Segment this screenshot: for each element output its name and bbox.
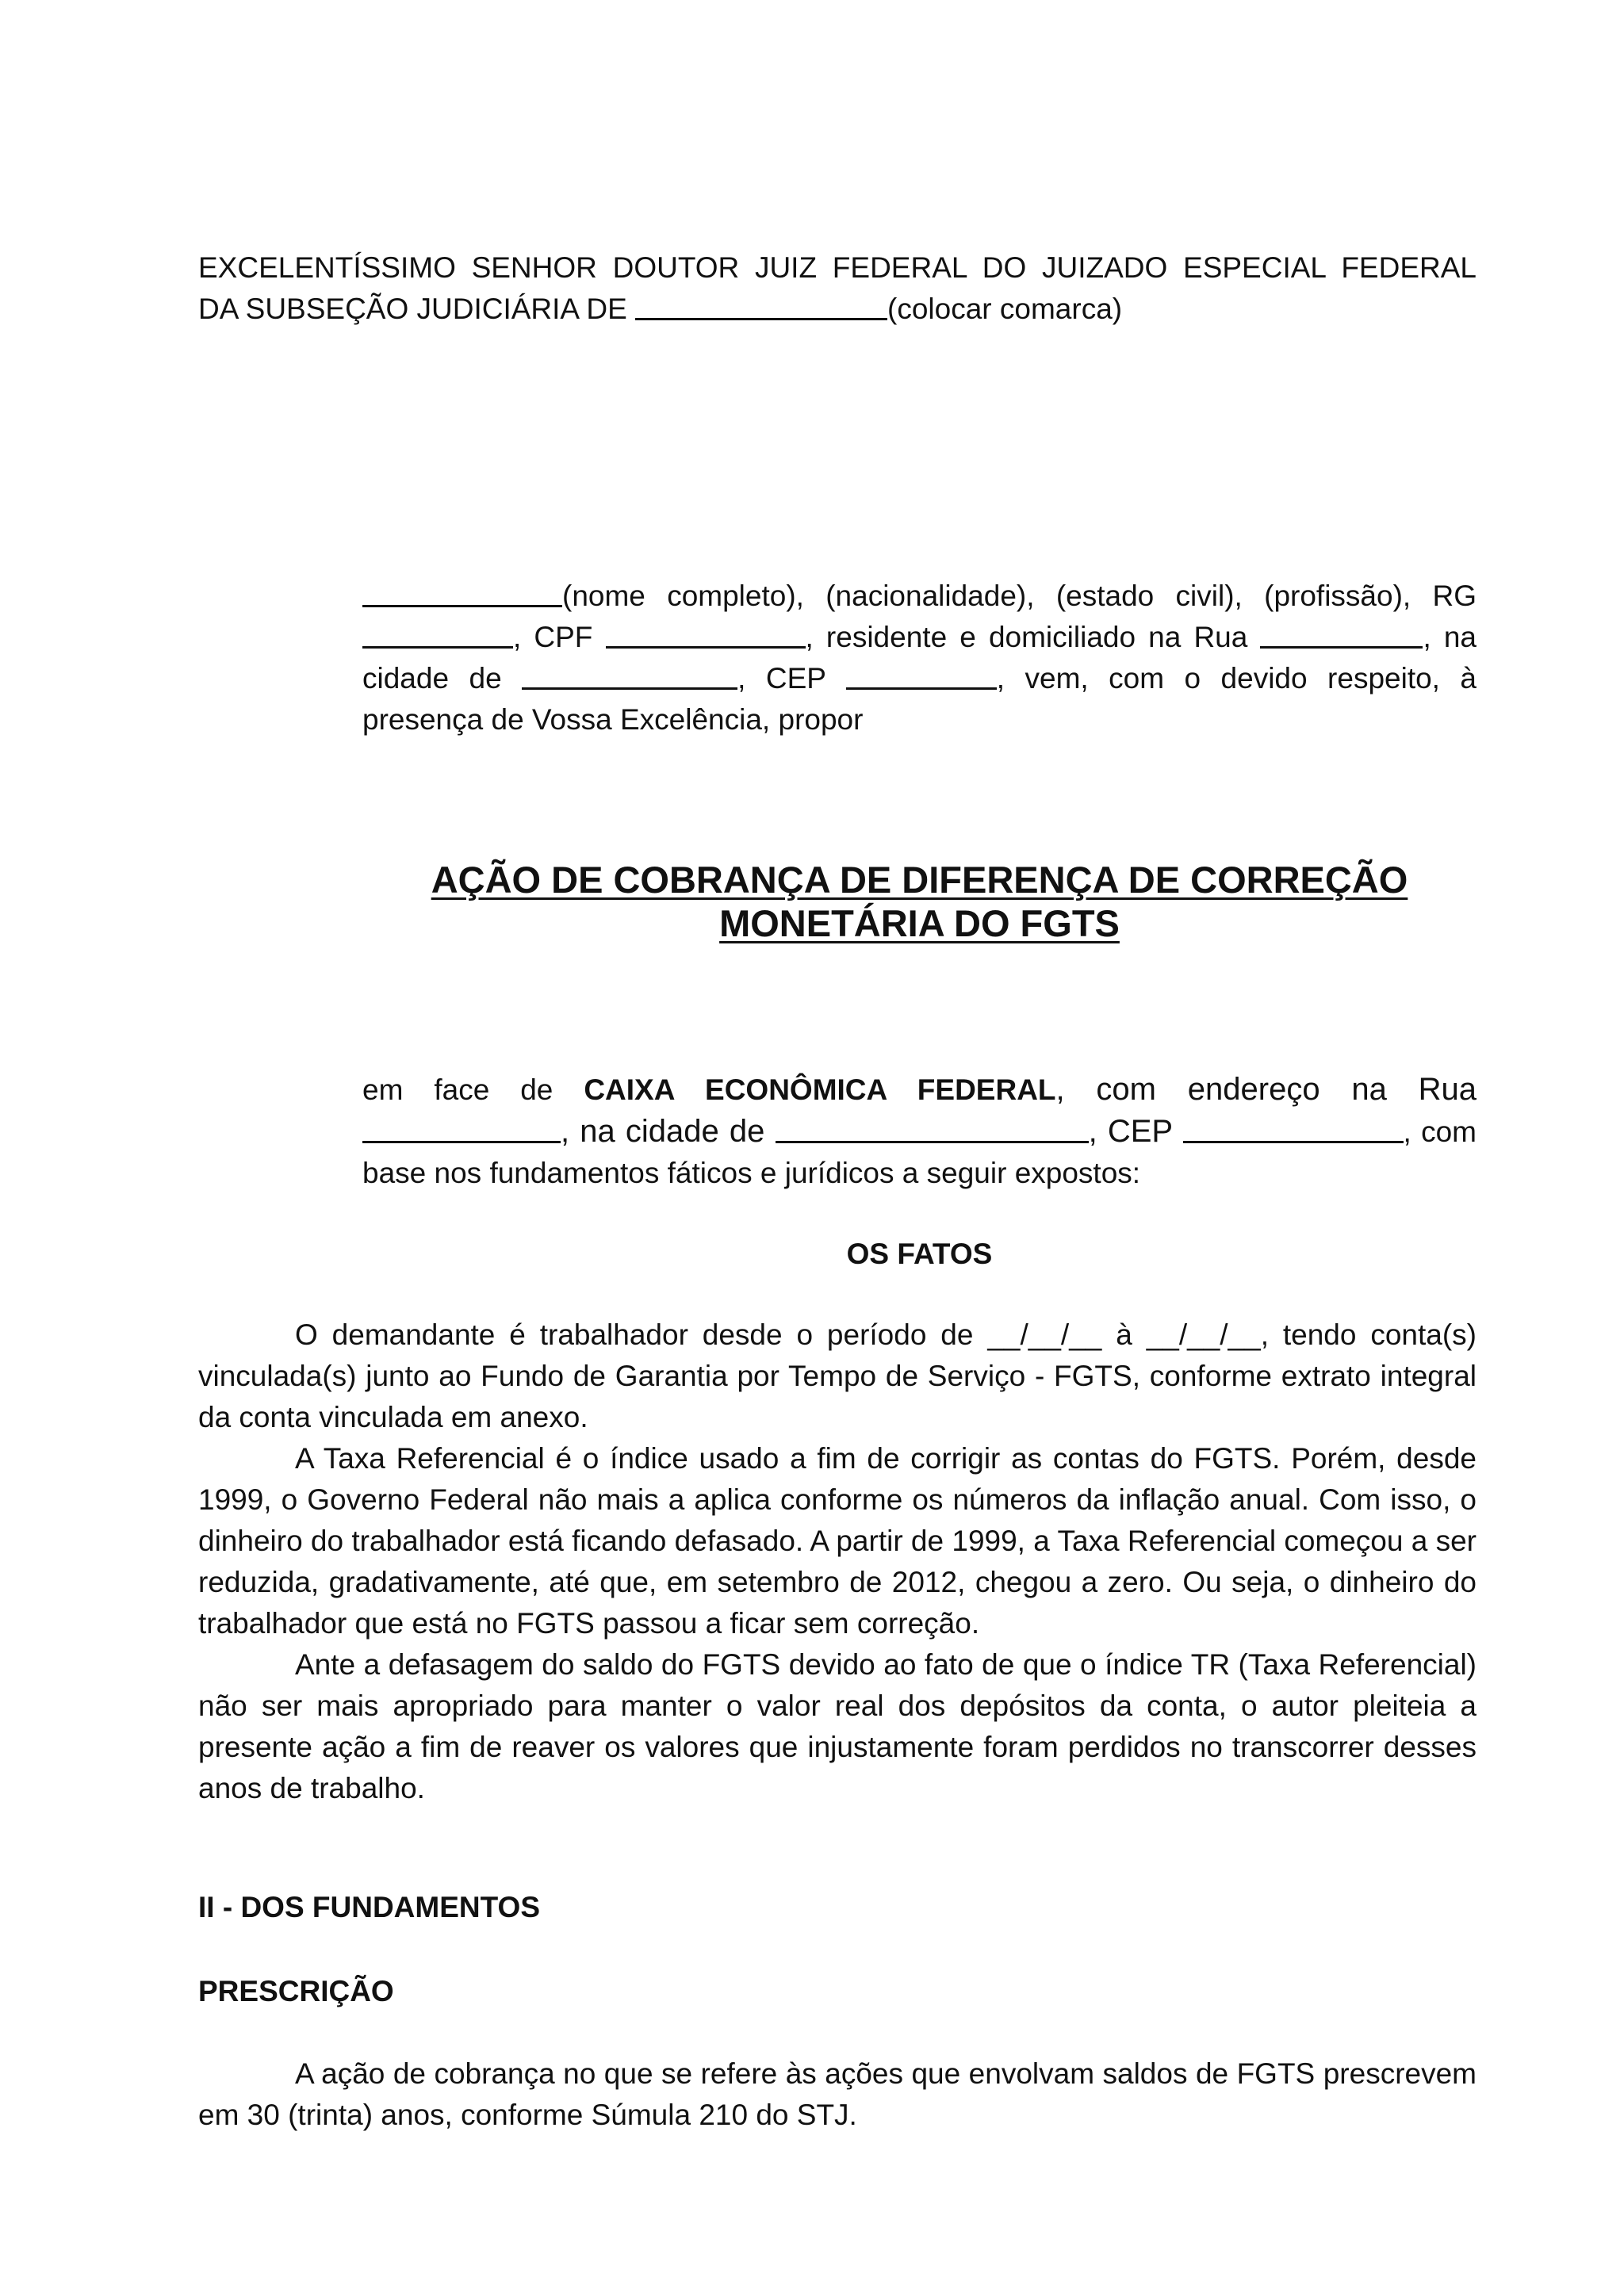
section-dos-fundamentos: II - DOS FUNDAMENTOS bbox=[198, 1891, 540, 1923]
facts-paragraph-1: O demandante é trabalhador desde o período de __/__/__ à __/__/__, tendo conta(s) vinculada(s) junto ao Fundo de Garantia por Tempo de Serviço - FGTS, conforme extrato integral da conta vinculada em anexo. bbox=[198, 1318, 1477, 1433]
prescription-section bbox=[198, 2053, 1477, 2136]
facts-paragraph-2: A Taxa Referencial é o índice usado a fim de corrigir as contas do FGTS. Porém, desde 1999, o Governo Federal não mais a aplica conforme os números da inflação anual. Com isso, o dinheiro do trabalhador está ficando defasado. A partir de 1999, a Taxa Referencial começou a ser reduzida, gradativamente, até que, em setembro de 2012, chegou a zero. Ou seja, o dinheiro do trabalhador que está no FGTS passou a ficar sem correção. bbox=[198, 1442, 1477, 1640]
cpf-blank bbox=[606, 619, 806, 649]
section-prescricao: PRESCRIÇÃO bbox=[198, 1975, 394, 2007]
addressee-line-2: DA SUBSEÇÃO JUDICIÁRIA DE (colocar comarca) bbox=[198, 293, 1123, 325]
party-qualification: (nome completo), (nacionalidade), (estado civil), (profissão), RG , CPF , residente e domiciliado na Rua , na cidade de , CEP , vem, com o devido respeito, à presença de Vossa Excelência, propor bbox=[362, 580, 1477, 736]
action-title bbox=[362, 858, 1477, 945]
cep-blank bbox=[846, 660, 997, 690]
comarca-blank bbox=[635, 291, 887, 320]
city-blank bbox=[522, 660, 737, 690]
section-os-fatos: OS FATOS bbox=[846, 1238, 993, 1270]
petition-addressee bbox=[198, 247, 1477, 330]
action-title-line-2: MONETÁRIA DO FGTS bbox=[719, 902, 1120, 944]
facts-paragraph-3: Ante a defasagem do saldo do FGTS devido ao fato de que o índice TR (Taxa Referencial) não ser mais apropriado para manter o valor real dos depósitos da conta, o autor pleiteia a presente ação a fim de reaver os valores que injustamente foram perdidos no transcorrer desses anos de trabalho. bbox=[198, 1648, 1477, 1804]
defendant-city-blank bbox=[776, 1114, 1089, 1143]
addressee-line-1: EXCELENTÍSSIMO SENHOR DOUTOR JUIZ FEDERAL DO JUIZADO ESPECIAL FEDERAL bbox=[198, 251, 1477, 284]
defendant-paragraph: em face de CAIXA ECONÔMICA FEDERAL, com endereço na Rua , na cidade de , CEP , com base nos fundamentos fáticos e jurídicos a seguir expostos: bbox=[362, 1072, 1477, 1189]
prescription-paragraph-1: A ação de cobrança no que se refere às ações que envolvam saldos de FGTS prescrevem em 30 (trinta) anos, conforme Súmula 210 do STJ. bbox=[198, 2057, 1477, 2131]
street-blank bbox=[1260, 619, 1423, 649]
name-blank bbox=[362, 578, 562, 607]
defendant-street-blank bbox=[362, 1114, 561, 1143]
facts-section bbox=[198, 1314, 1477, 1809]
action-title-line-1: AÇÃO DE COBRANÇA DE DIFERENÇA DE CORREÇÃO bbox=[431, 859, 1408, 901]
defendant-name: CAIXA ECONÔMICA FEDERAL bbox=[584, 1073, 1056, 1106]
rg-blank bbox=[362, 619, 513, 649]
defendant-cep-blank bbox=[1183, 1114, 1404, 1143]
